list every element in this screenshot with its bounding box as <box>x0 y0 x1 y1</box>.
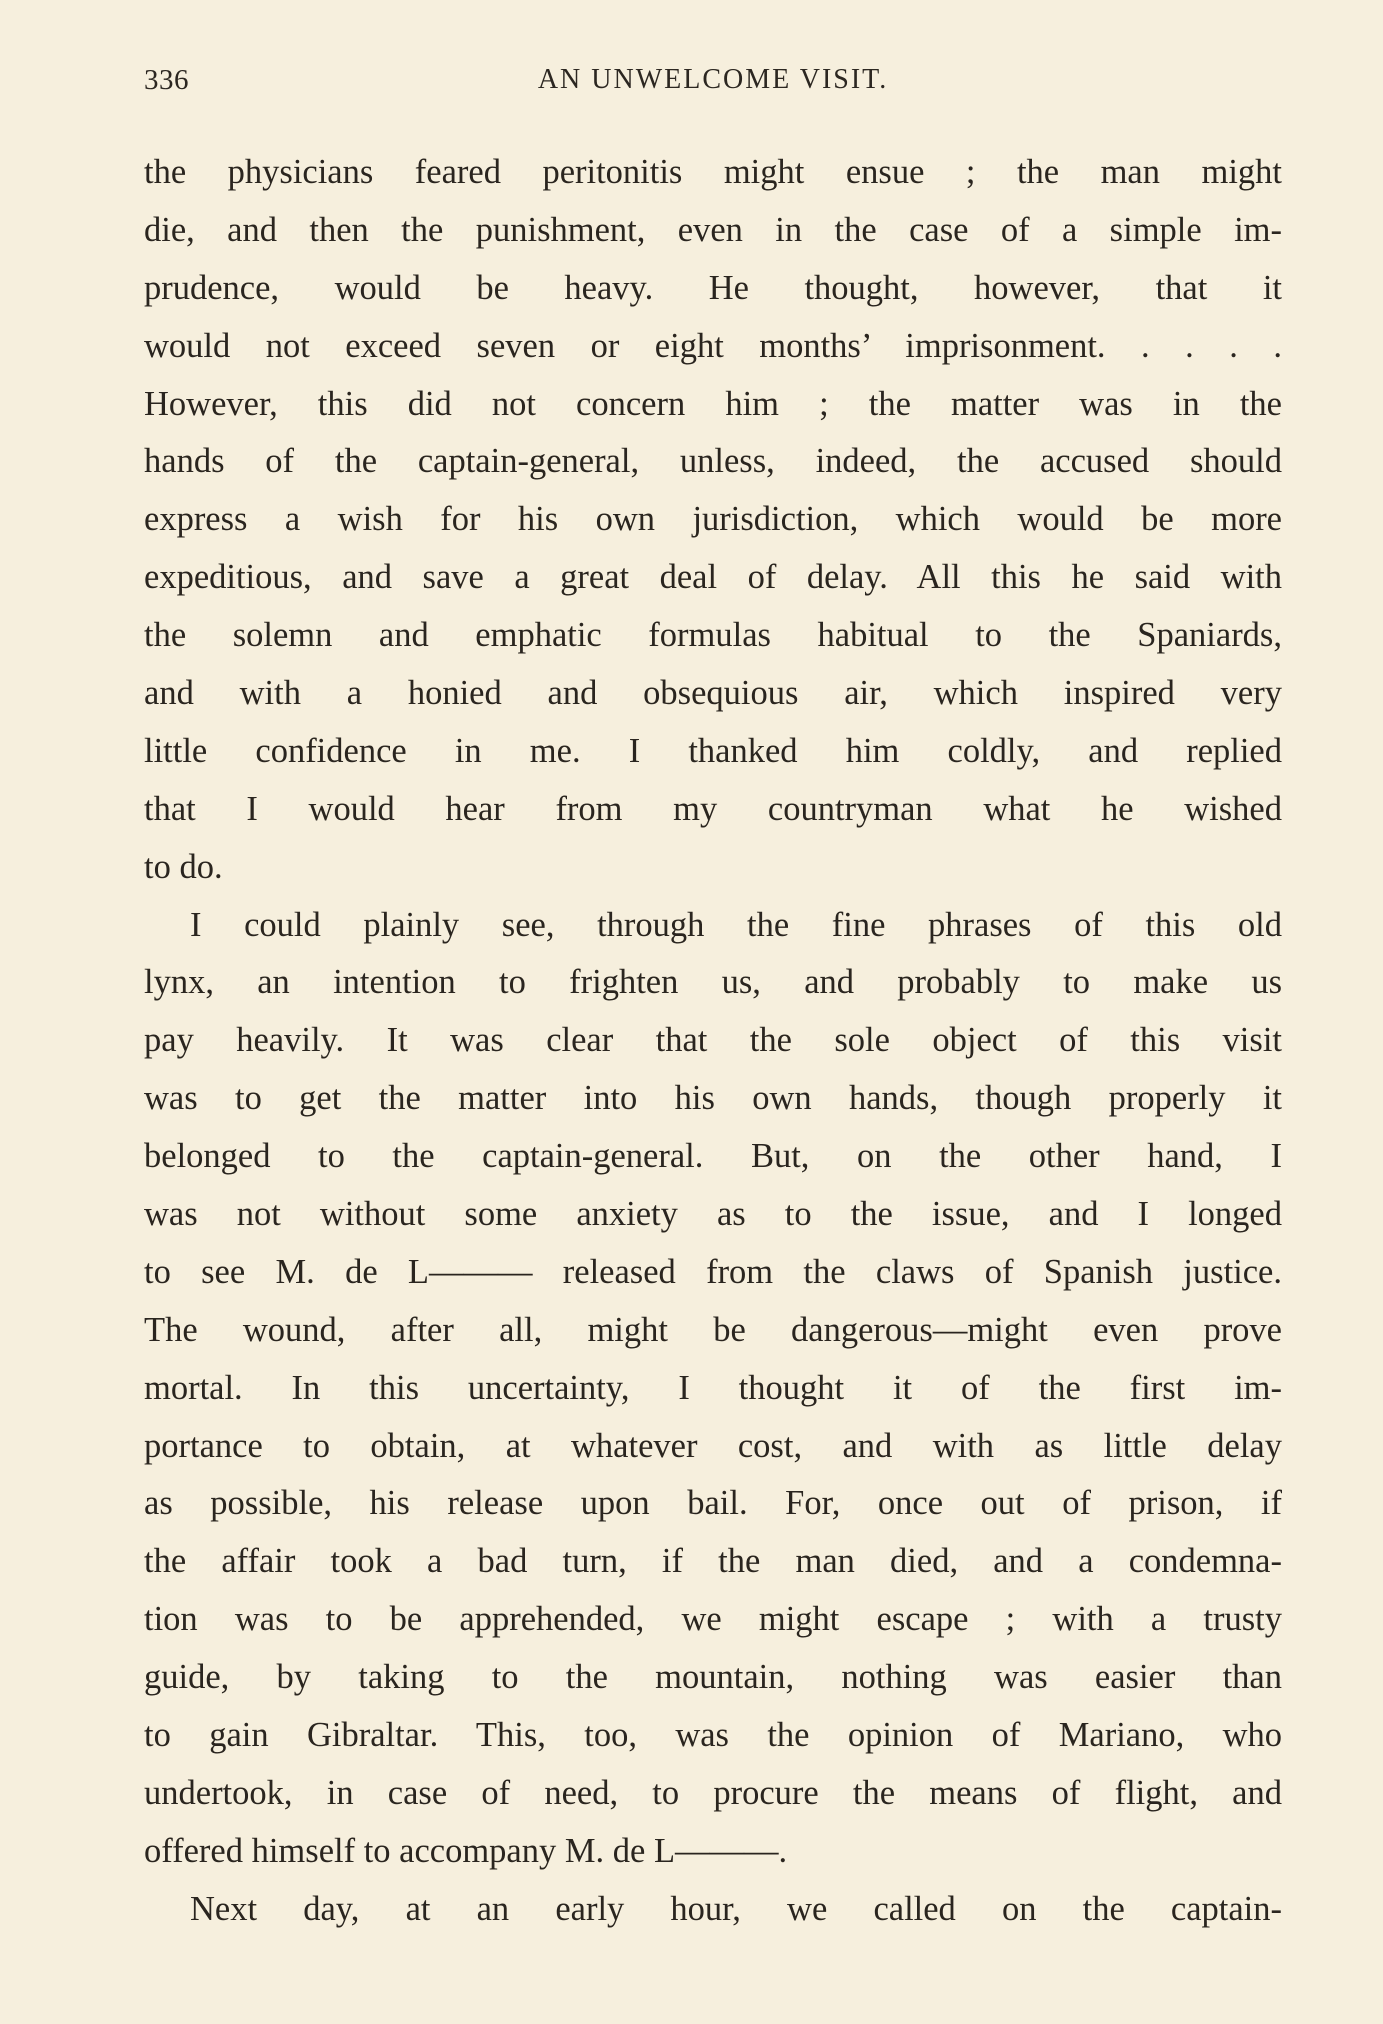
text-line: lynx, an intention to frighten us, and probably to make us <box>144 963 1282 1002</box>
text-line: undertook, in case of need, to procure the means of flight, and <box>144 1773 1282 1812</box>
text-line: offered himself to accompany M. de L———. <box>144 1831 788 1870</box>
text-line: Next day, at an early hour, we called on the captain- <box>190 1889 1282 1928</box>
running-head <box>144 64 1282 104</box>
text-line: belonged to the captain-general. But, on the other hand, I <box>144 1137 1282 1176</box>
text-line: portance to obtain, at whatever cost, and with as little delay <box>144 1426 1282 1465</box>
text-line: tion was to be apprehended, we might escape ; with a trusty <box>144 1600 1282 1639</box>
text-line: hands of the captain-general, unless, indeed, the accused should <box>144 442 1282 481</box>
text-line: was not without some anxiety as to the issue, and I longed <box>144 1195 1282 1234</box>
text-line: expeditious, and save a great deal of delay. All this he said with <box>144 558 1282 597</box>
text-line: little confidence in me. I thanked him coldly, and replied <box>144 731 1282 770</box>
text-line: pay heavily. It was clear that the sole object of this visit <box>144 1021 1282 1060</box>
body-text <box>144 144 1282 1939</box>
text-line: die, and then the punishment, even in the case of a simple im- <box>144 210 1282 249</box>
text-line: the affair took a bad turn, if the man died, and a condemna- <box>144 1542 1282 1581</box>
text-line: the physicians feared peritonitis might ensue ; the man might <box>144 153 1282 191</box>
text-line: express a wish for his own jurisdiction, which would be more <box>144 500 1282 539</box>
text-line: The wound, after all, might be dangerous—might even prove <box>144 1310 1282 1349</box>
text-line: to see M. de L——— released from the claws of Spanish justice. <box>144 1252 1282 1291</box>
text-line: was to get the matter into his own hands, though properly it <box>144 1079 1282 1118</box>
text-line: guide, by taking to the mountain, nothing was easier than <box>144 1658 1282 1697</box>
text-line: to gain Gibraltar. This, too, was the opinion of Mariano, who <box>144 1716 1282 1755</box>
text-line: the solemn and emphatic formulas habitual to the Spaniards, <box>144 616 1282 655</box>
text-line: prudence, would be heavy. He thought, however, that it <box>144 268 1282 307</box>
running-title: AN UNWELCOME VISIT. <box>537 64 889 95</box>
text-line: I could plainly see, through the fine phrases of this old <box>190 905 1282 944</box>
text-line: However, this did not concern him ; the matter was in the <box>144 384 1282 423</box>
text-line: would not exceed seven or eight months’ imprisonment. . . . . <box>144 326 1282 365</box>
page-number: 336 <box>144 64 189 96</box>
text-line: mortal. In this uncertainty, I thought it of the first im- <box>144 1368 1282 1407</box>
text-line: as possible, his release upon bail. For, once out of prison, if <box>144 1484 1282 1523</box>
text-line: and with a honied and obsequious air, which inspired very <box>144 674 1282 713</box>
text-line: to do. <box>144 847 223 886</box>
text-line: that I would hear from my countryman what he wished <box>144 789 1282 828</box>
